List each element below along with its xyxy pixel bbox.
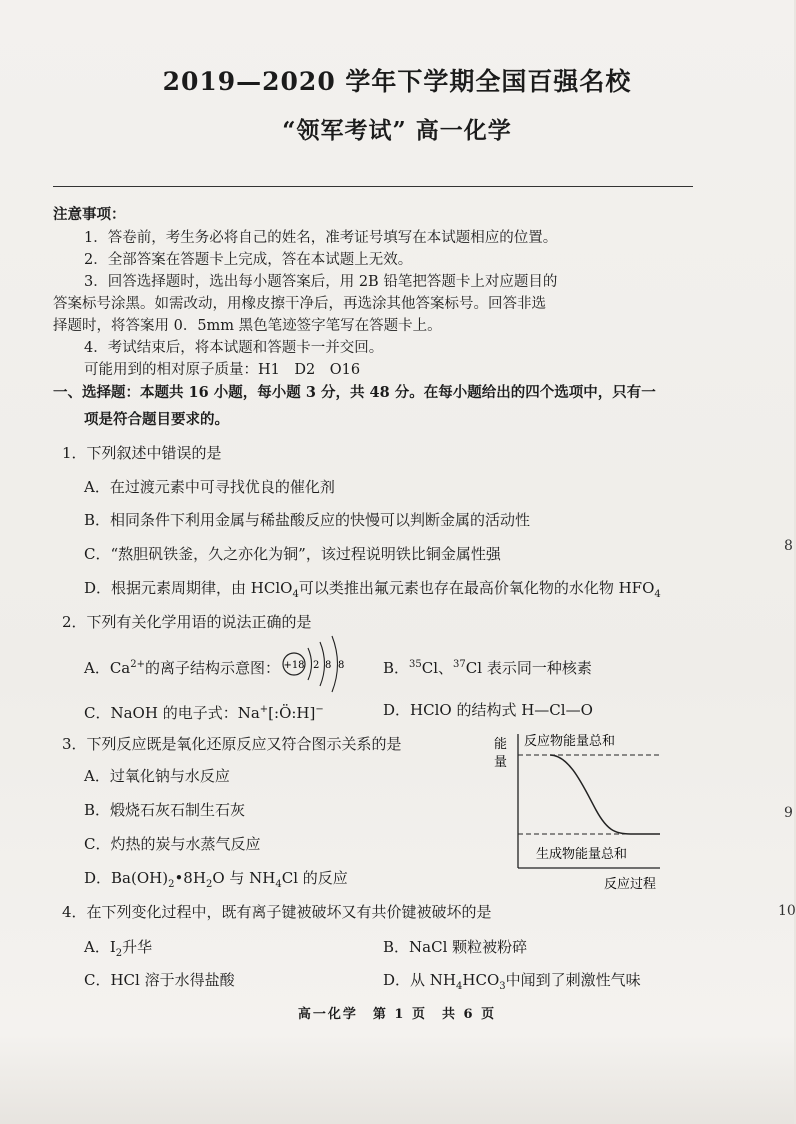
notice-item-3-cont: 答案标号涂黑。如需改动，用橡皮擦干净后，再选涂其他答案标号。回答非选 (53, 296, 546, 312)
exam-subtitle: “领军考试” 高一化学 (282, 117, 512, 144)
q4-option-b: B．NaCl 颗粒被粉碎 (383, 938, 528, 956)
edge-mark-2: 9 (784, 805, 793, 821)
energy-curve (550, 755, 660, 834)
q3-stem: 3．下列反应既是氧化还原反应又符合图示关系的是 (62, 735, 402, 753)
q1-option-d: D．根据元素周期律，由 HClO$_4$可以类推出氟元素也存在最高价氧化物的水化物 $HFO_4$ (84, 579, 661, 600)
q1-stem: 1．下列叙述中错误的是 (62, 444, 222, 462)
nucleus-label: +18 (283, 660, 305, 671)
y-axis-label-2: 量 (494, 755, 508, 770)
q2-option-a: A．$Ca^{2+}$的离子结构示意图： (84, 659, 281, 677)
notice-item-3-cont2: 择题时，将答案用 0．5mm 黑色笔迹签字笔写在答题卡上。 (53, 318, 442, 334)
shell-3: 8 (338, 660, 345, 671)
q3-option-b: B．煅烧石灰石制生石灰 (84, 801, 246, 819)
exam-title: 2019—2020 学年下学期全国百强名校 (162, 67, 632, 96)
q4-stem: 4．在下列变化过程中，既有离子键被破坏又有共价键被破坏的是 (62, 903, 492, 921)
notice-item-3: 3．回答选择题时，选出每小题答案后，用 2B 铅笔把答题卡上对应题目的 (84, 274, 558, 290)
q4-option-c: C．HCl 溶于水得盐酸 (84, 971, 235, 989)
q3-option-a: A．过氧化钠与水反应 (84, 767, 230, 785)
q1-option-b: B．相同条件下利用金属与稀盐酸反应的快慢可以判断金属的活动性 (84, 511, 531, 529)
header-rule (53, 186, 693, 187)
energy-diagram (492, 728, 682, 893)
product-energy-label: 生成物能量总和 (536, 847, 628, 862)
edge-mark-3: 10 (778, 903, 796, 919)
q3-option-d: D．$Ba(OH)_2•8H_2O$ 与 $NH_4Cl$ 的反应 (84, 869, 348, 890)
ion-structure-diagram (278, 634, 358, 696)
q2-option-c: C．NaOH 的电子式：Na+[:Ö:H]− (84, 704, 324, 722)
q4-option-d: D．从 $NH_4HCO_3$中闻到了刺激性气味 (383, 971, 641, 992)
section-1-heading: 一、选择题：本题共 16 小题，每小题 3 分，共 48 分。在每小题给出的四个选项中，只有一 (53, 384, 656, 401)
q2-option-b: B．$^{35}$Cl、$^{37}$Cl 表示同一种核素 (383, 659, 592, 677)
notice-item-1: 1．答卷前，考生务必将自己的姓名，准考证号填写在本试题相应的位置。 (84, 230, 558, 246)
q3-option-c: C．灼热的炭与水蒸气反应 (84, 835, 261, 853)
notice-item-4: 4．考试结束后，将本试题和答题卡一并交回。 (84, 340, 384, 356)
q2-stem: 2．下列有关化学用语的说法正确的是 (62, 613, 312, 631)
q1-option-c: C．“熬胆矾铁釜，久之亦化为铜”，该过程说明铁比铜金属性强 (84, 545, 501, 563)
atomic-mass-line: 可能用到的相对原子质量：H1 D2 O16 (84, 362, 361, 378)
notice-heading: 注意事项： (53, 206, 126, 223)
q4-option-a: A．$I_2$升华 (84, 938, 153, 959)
shell-1: 2 (313, 660, 320, 671)
q2-option-d: D．HClO 的结构式 H—Cl—O (383, 701, 593, 719)
reactant-energy-label: 反应物能量总和 (524, 734, 616, 749)
x-axis-label: 反应过程 (604, 877, 657, 892)
page-footer: 高一化学 第 1 页 共 6 页 (297, 1007, 497, 1022)
y-axis-label-1: 能 (494, 737, 508, 752)
notice-item-2: 2．全部答案在答题卡上完成，答在本试题上无效。 (84, 252, 413, 268)
section-1-heading-cont: 项是符合题目要求的。 (84, 411, 229, 428)
edge-mark-1: 8 (784, 538, 793, 554)
shell-2: 8 (325, 660, 332, 671)
q1-option-a: A．在过渡元素中可寻找优良的催化剂 (84, 478, 335, 496)
